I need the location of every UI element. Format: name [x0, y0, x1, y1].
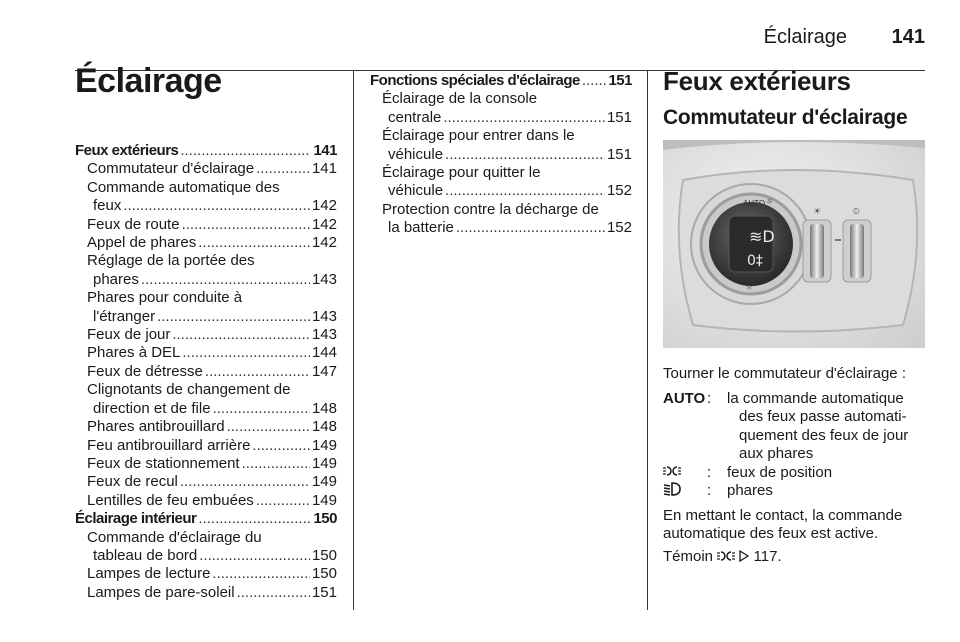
toc-page-number: 151: [606, 145, 632, 163]
column-divider-1: [353, 70, 354, 610]
toc-column-middle: [370, 72, 632, 238]
toc-leader-dots: [180, 142, 311, 160]
toc-entry-line: Commande automatique des: [87, 178, 280, 196]
svg-text:⦶: ⦶: [853, 207, 860, 217]
definition-separator: :: [707, 482, 712, 500]
toc-page-number: 143: [311, 326, 337, 344]
toc-leader-dots: [237, 584, 310, 602]
description-line: des feux passe automati-: [739, 408, 907, 426]
toc-entry-title: Lampes de lecture: [87, 565, 211, 583]
toc-page-number: 142: [311, 215, 337, 233]
toc-leader-dots: [123, 197, 310, 215]
toc-entry-title: Fonctions spéciales d'éclairage: [370, 72, 580, 89]
toc-leader-dots: [212, 565, 310, 583]
chapter-title: Éclairage: [75, 62, 222, 100]
toc-leader-dots: [445, 146, 605, 164]
toc-entry-line: Réglage de la portée des: [87, 252, 255, 270]
toc-leader-dots: [252, 437, 310, 455]
switch-position-item: [663, 482, 928, 501]
toc-page-number: 141: [311, 160, 337, 178]
toc-page-number: 149: [311, 473, 337, 491]
toc-entry-title: Lentilles de feu embuées: [87, 491, 254, 509]
toc-entry-line: Protection contre la décharge de: [382, 200, 599, 218]
toc-page-number: 152: [606, 219, 632, 237]
toc-entry-line: Phares pour conduite à: [87, 289, 243, 307]
toc-page-number: 149: [311, 436, 337, 454]
description-line: aux phares: [739, 445, 814, 463]
toc-entry-title: la batterie: [388, 219, 454, 237]
toc-entry-title: direction et de file: [93, 399, 211, 417]
toc-entry-line: Commande d'éclairage du: [87, 528, 262, 546]
toc-page-number: 143: [311, 307, 337, 325]
switch-positions-list: [663, 390, 928, 501]
svg-text:☀: ☀: [813, 207, 822, 217]
toc-leader-dots: [242, 455, 310, 473]
svg-text:≋D: ≋D: [749, 227, 775, 246]
toc-page-number: 152: [606, 182, 632, 200]
toc-entry-line: Clignotants de changement de: [87, 381, 291, 399]
toc-entry-title: Feux extérieurs: [75, 142, 179, 159]
description-line: la commande automatique: [727, 390, 904, 407]
toc-entry-title: tableau de bord: [93, 546, 198, 564]
toc-entry-title: Feux de jour: [87, 326, 171, 344]
toc-entry: [75, 363, 337, 381]
toc-leader-dots: [182, 344, 310, 362]
toc-leader-dots: [205, 363, 310, 381]
toc-page-number: 143: [311, 270, 337, 288]
toc-leader-dots: [443, 109, 605, 127]
toc-entry: [75, 326, 337, 344]
description-line: phares: [727, 482, 773, 500]
toc-page-number: 148: [311, 418, 337, 436]
toc-entry-line: Éclairage pour entrer dans le: [382, 127, 575, 145]
toc-entry-title: phares: [93, 270, 139, 288]
indicator-label: Témoin: [663, 548, 714, 565]
toc-entry-title: Feux de détresse: [87, 362, 203, 380]
switch-intro: Tourner le commutateur d'éclairage :: [663, 365, 906, 382]
toc-entry-line: Éclairage de la console: [382, 90, 538, 108]
definition-separator: :: [707, 390, 712, 407]
toc-page-number: 150: [311, 565, 337, 583]
section-heading: Feux extérieurs: [663, 66, 851, 96]
toc-leader-dots: [141, 271, 310, 289]
toc-entry: [75, 216, 337, 234]
toc-entry-title: centrale: [388, 108, 442, 126]
toc-section-entry: [370, 72, 632, 90]
toc-page-number: 151: [608, 72, 632, 89]
toc-section-entry: [75, 510, 337, 528]
toc-entry: [75, 344, 337, 362]
toc-entry-line: Éclairage pour quitter le: [382, 164, 541, 182]
toc-leader-dots: [445, 182, 605, 200]
toc-entry-title: l'étranger: [93, 307, 156, 325]
toc-page-number: 151: [311, 583, 337, 601]
low-beam-icon: [663, 482, 707, 501]
toc-entry: [75, 437, 337, 455]
toc-entry: [370, 182, 632, 200]
light-switch-photo: [663, 140, 925, 348]
toc-page-number: 142: [311, 234, 337, 252]
toc-entry-title: véhicule: [388, 182, 444, 200]
switch-position-item: [663, 464, 928, 482]
toc-entry: [75, 473, 337, 491]
toc-leader-dots: [182, 216, 310, 234]
toc-entry-title: Appel de phares: [87, 234, 197, 252]
toc-page-number: 147: [311, 362, 337, 380]
toc-leader-dots: [198, 510, 311, 528]
toc-entry: [75, 565, 337, 583]
toc-page-number: 150: [311, 546, 337, 564]
toc-page-number: 149: [311, 454, 337, 472]
switch-position-description: [727, 390, 928, 464]
switch-auto-label: AUTO: [743, 199, 766, 208]
toc-leader-dots: [256, 492, 310, 510]
toc-entry-title: véhicule: [388, 145, 444, 163]
toc-entry: [75, 400, 337, 418]
toc-section-entry: [75, 142, 337, 160]
toc-leader-dots: [157, 308, 310, 326]
toc-entry: [75, 197, 337, 215]
page-reference-icon: [739, 550, 749, 562]
toc-entry: [75, 584, 337, 602]
description-line: feux de position: [727, 463, 833, 481]
toc-entry-title: Phares à DEL: [87, 344, 181, 362]
toc-entry-title: Feux de route: [87, 215, 180, 233]
description-line: quement des feux de jour: [739, 426, 909, 444]
toc-page-number: 150: [313, 510, 337, 528]
paragraph-auto-line1: En mettant le contact, la commande: [663, 507, 903, 524]
toc-entry: [370, 146, 632, 164]
toc-entry: [75, 234, 337, 252]
toc-entry: [75, 160, 337, 178]
toc-entry: [370, 109, 632, 127]
toc-entry: [370, 219, 632, 237]
definition-separator: :: [707, 463, 712, 481]
toc-entry-title: Feu antibrouillard arrière: [87, 436, 251, 454]
svg-text:☼: ☼: [766, 197, 774, 206]
toc-entry: [75, 308, 337, 326]
toc-entry: [75, 492, 337, 510]
toc-leader-dots: [213, 400, 310, 418]
toc-entry: [75, 547, 337, 565]
switch-position-item: [663, 390, 928, 464]
toc-page-number: 144: [311, 344, 337, 362]
svg-text:0‡: 0‡: [747, 253, 763, 269]
toc-entry: [75, 271, 337, 289]
toc-page-number: 149: [311, 491, 337, 509]
svg-text:☼: ☼: [745, 283, 754, 293]
toc-page-number: 141: [313, 142, 337, 159]
toc-leader-dots: [582, 72, 607, 90]
page-number: 141: [891, 26, 925, 48]
toc-page-number: 142: [311, 197, 337, 215]
switch-position-description: [727, 482, 928, 501]
toc-leader-dots: [172, 326, 310, 344]
toc-leader-dots: [199, 547, 310, 565]
toc-entry-title: Feux de stationnement: [87, 454, 240, 472]
indicator-page-ref: 117.: [753, 548, 782, 565]
switch-position-description: [727, 464, 928, 482]
toc-page-number: 151: [606, 108, 632, 126]
paragraph-indicator: [663, 548, 782, 566]
parking-light-icon: [717, 550, 735, 562]
header-title: Éclairage: [763, 26, 847, 48]
parking-light-icon: [663, 464, 707, 482]
toc-leader-dots: [227, 418, 310, 436]
toc-entry-title: feux: [93, 197, 122, 215]
toc-entry-title: Éclairage intérieur: [75, 510, 197, 528]
toc-column-left: [75, 142, 337, 602]
toc-entry-title: Feux de recul: [87, 473, 178, 491]
toc-leader-dots: [456, 219, 605, 237]
toc-entry-title: Lampes de pare-soleil: [87, 583, 235, 601]
toc-leader-dots: [180, 473, 310, 491]
column-divider-2: [647, 70, 648, 610]
toc-entry: [75, 418, 337, 436]
paragraph-auto-line2: automatique des feux est active.: [663, 525, 879, 542]
toc-entry: [75, 455, 337, 473]
toc-leader-dots: [256, 160, 310, 178]
running-header: [75, 20, 925, 48]
subsection-heading: Commutateur d'éclairage: [663, 106, 908, 129]
toc-leader-dots: [198, 234, 310, 252]
toc-entry-title: Commutateur d'éclairage: [87, 160, 255, 178]
toc-entry-title: Phares antibrouillard: [87, 418, 225, 436]
switch-position-key: AUTO: [663, 390, 706, 407]
toc-page-number: 148: [311, 399, 337, 417]
